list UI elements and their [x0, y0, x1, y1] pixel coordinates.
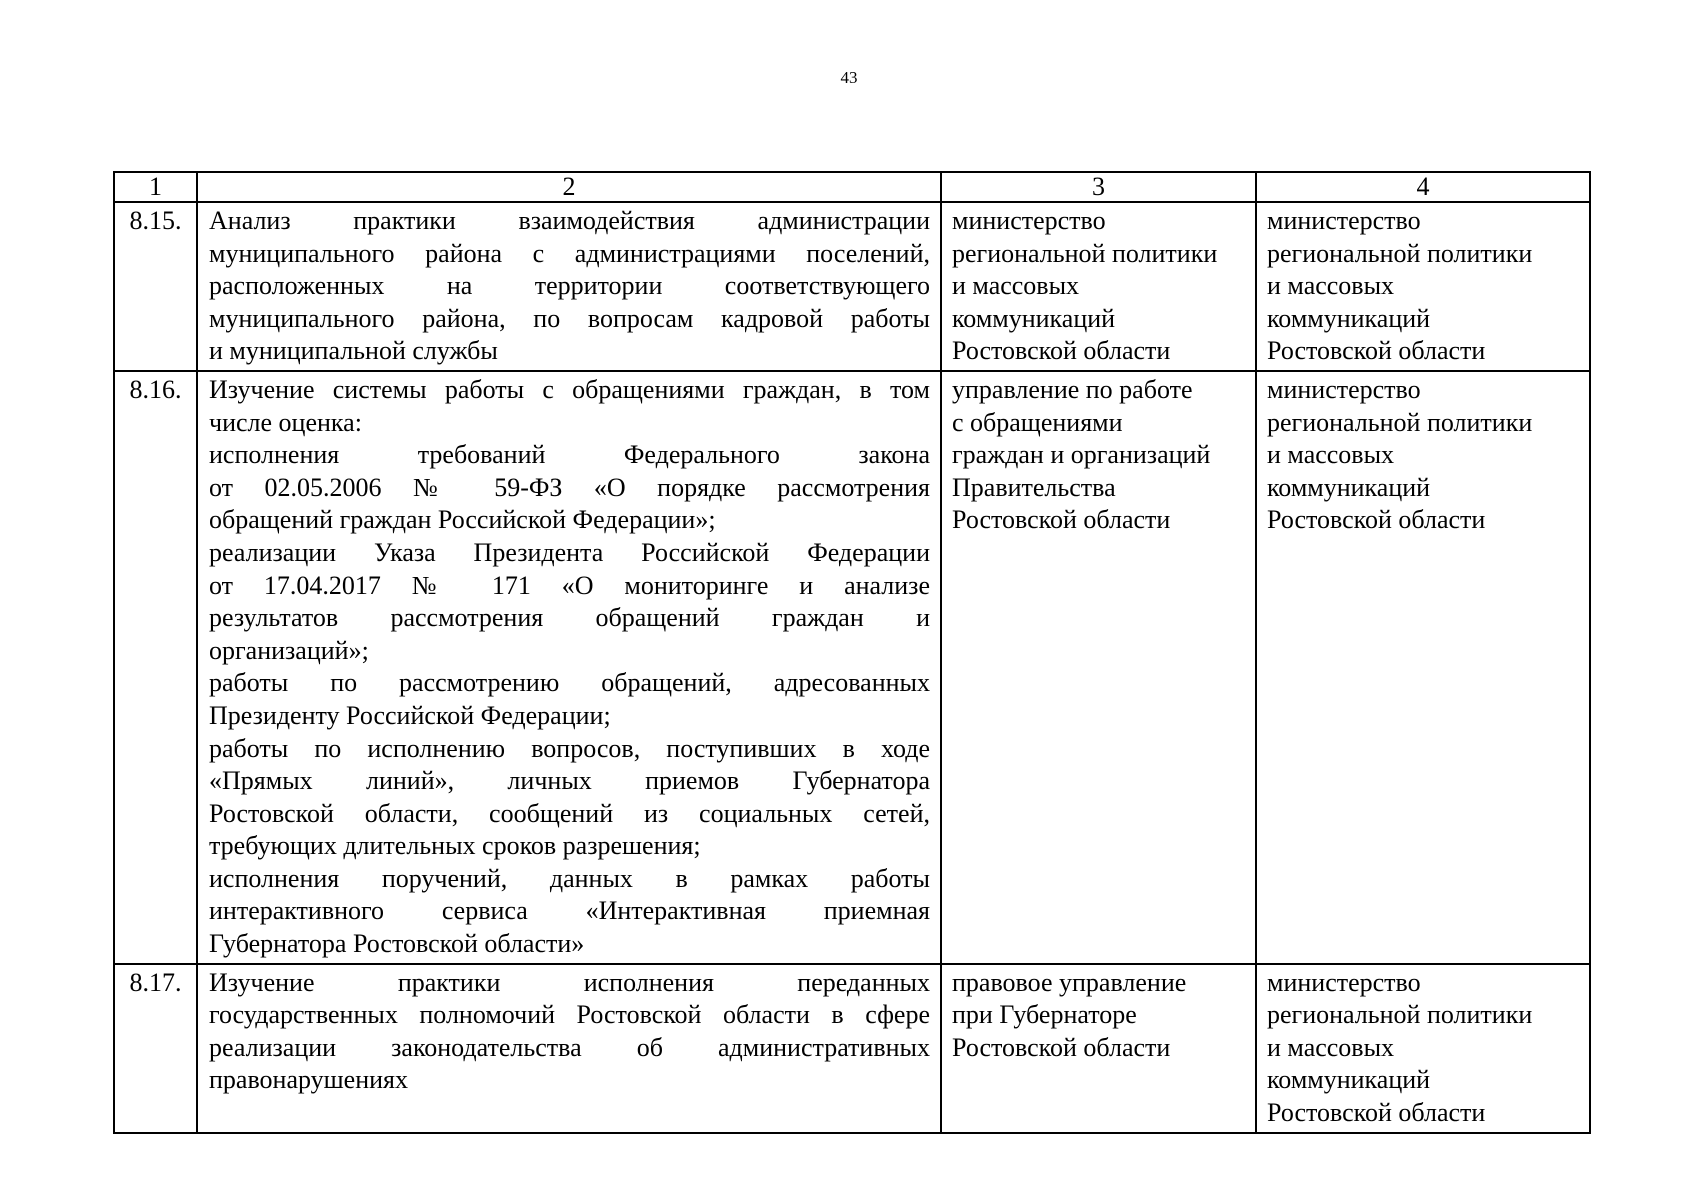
responsible-line: и массовых — [952, 271, 1080, 301]
page-number: 43 — [840, 68, 858, 87]
coordinator-line: Ростовской области — [1267, 1098, 1486, 1128]
description-line: муниципального района, по вопросам кадровой работы — [209, 303, 930, 333]
description-line: расположенных на территории соответствующего — [209, 271, 930, 301]
column-header-2: 2 — [197, 172, 941, 202]
description-line: числе оценка: — [209, 407, 362, 437]
description-line: исполнения поручений, данных в рамках работы — [209, 863, 930, 893]
coordinator-line: и массовых — [1267, 271, 1395, 301]
description-line: Губернатора Ростовской области» — [209, 929, 585, 959]
description-line: муниципального района с администрациями поселений, — [209, 238, 930, 268]
responsible-line: при Губернаторе — [952, 1000, 1137, 1030]
responsible-line: министерство — [952, 206, 1106, 235]
row-number: 8.17. — [114, 964, 197, 1133]
coordinator-line: региональной политики — [1267, 1000, 1533, 1030]
coordinator-line: коммуникаций — [1267, 472, 1431, 502]
responsible-line: коммуникаций — [952, 303, 1116, 333]
document-table — [113, 171, 1591, 1134]
row-coordinator — [1256, 371, 1590, 964]
responsible-line: Ростовской области — [952, 1032, 1171, 1062]
description-line: от 17.04.2017 № 171 «О мониторинге и анализе — [209, 570, 930, 600]
coordinator-line: региональной политики — [1267, 238, 1533, 268]
responsible-line: правовое управление — [952, 967, 1187, 997]
row-number: 8.16. — [114, 371, 197, 964]
row-responsible — [941, 202, 1256, 371]
coordinator-line: и массовых — [1267, 440, 1395, 470]
description-line: правонарушениях — [209, 1065, 409, 1095]
row-responsible — [941, 371, 1256, 964]
coordinator-line: министерство — [1267, 206, 1421, 235]
description-line: Анализ практики взаимодействия администрации — [209, 206, 930, 235]
coordinator-line: Ростовской области — [1267, 505, 1486, 535]
description-line: государственных полномочий Ростовской области в сфере — [209, 1000, 930, 1030]
coordinator-line: министерство — [1267, 967, 1421, 997]
column-header-1: 1 — [114, 172, 197, 202]
coordinator-line: коммуникаций — [1267, 303, 1431, 333]
table-row — [114, 202, 1590, 371]
description-line: и муниципальной службы — [209, 336, 498, 366]
row-number: 8.15. — [114, 202, 197, 371]
description-line: работы по рассмотрению обращений, адресованных — [209, 668, 930, 698]
description-line: интерактивного сервиса «Интерактивная приемная — [209, 896, 930, 926]
description-line: исполнения требований Федерального закона — [209, 440, 930, 470]
table-row — [114, 371, 1590, 964]
description-line: «Прямых линий», личных приемов Губернатора — [209, 766, 930, 796]
row-responsible — [941, 964, 1256, 1133]
table-row — [114, 964, 1590, 1133]
coordinator-line: коммуникаций — [1267, 1065, 1431, 1095]
description-line: Президенту Российской Федерации; — [209, 700, 611, 730]
description-line: Изучение системы работы с обращениями граждан, в том — [209, 374, 930, 404]
responsible-line: с обращениями — [952, 407, 1123, 437]
description-line: от 02.05.2006 № 59-ФЗ «О порядке рассмотрения — [209, 472, 930, 502]
responsible-line: граждан и организаций — [952, 440, 1211, 470]
coordinator-line: министерство — [1267, 374, 1421, 404]
responsible-line: Правительства — [952, 472, 1116, 502]
responsible-line: Ростовской области — [952, 336, 1171, 366]
description-line: реализации Указа Президента Российской Федерации — [209, 537, 930, 567]
description-line: Ростовской области, сообщений из социальных сетей, — [209, 798, 930, 828]
row-description — [197, 964, 941, 1133]
description-line: организаций»; — [209, 635, 369, 665]
coordinator-line: региональной политики — [1267, 407, 1533, 437]
row-description — [197, 202, 941, 371]
coordinator-line: и массовых — [1267, 1032, 1395, 1062]
description-line: результатов рассмотрения обращений граждан и — [209, 603, 930, 633]
responsible-line: управление по работе — [952, 374, 1193, 404]
column-header-4: 4 — [1256, 172, 1590, 202]
row-coordinator — [1256, 964, 1590, 1133]
description-line: требующих длительных сроков разрешения; — [209, 831, 701, 861]
column-header-3: 3 — [941, 172, 1256, 202]
responsible-line: региональной политики — [952, 238, 1218, 268]
row-coordinator — [1256, 202, 1590, 371]
row-description — [197, 371, 941, 964]
coordinator-line: Ростовской области — [1267, 336, 1486, 366]
description-line: обращений граждан Российской Федерации»; — [209, 505, 716, 535]
table-header-row — [114, 172, 1590, 202]
description-line: Изучение практики исполнения переданных — [209, 967, 930, 997]
description-line: работы по исполнению вопросов, поступивших в ходе — [209, 733, 930, 763]
description-line: реализации законодательства об административных — [209, 1032, 930, 1062]
responsible-line: Ростовской области — [952, 505, 1171, 535]
